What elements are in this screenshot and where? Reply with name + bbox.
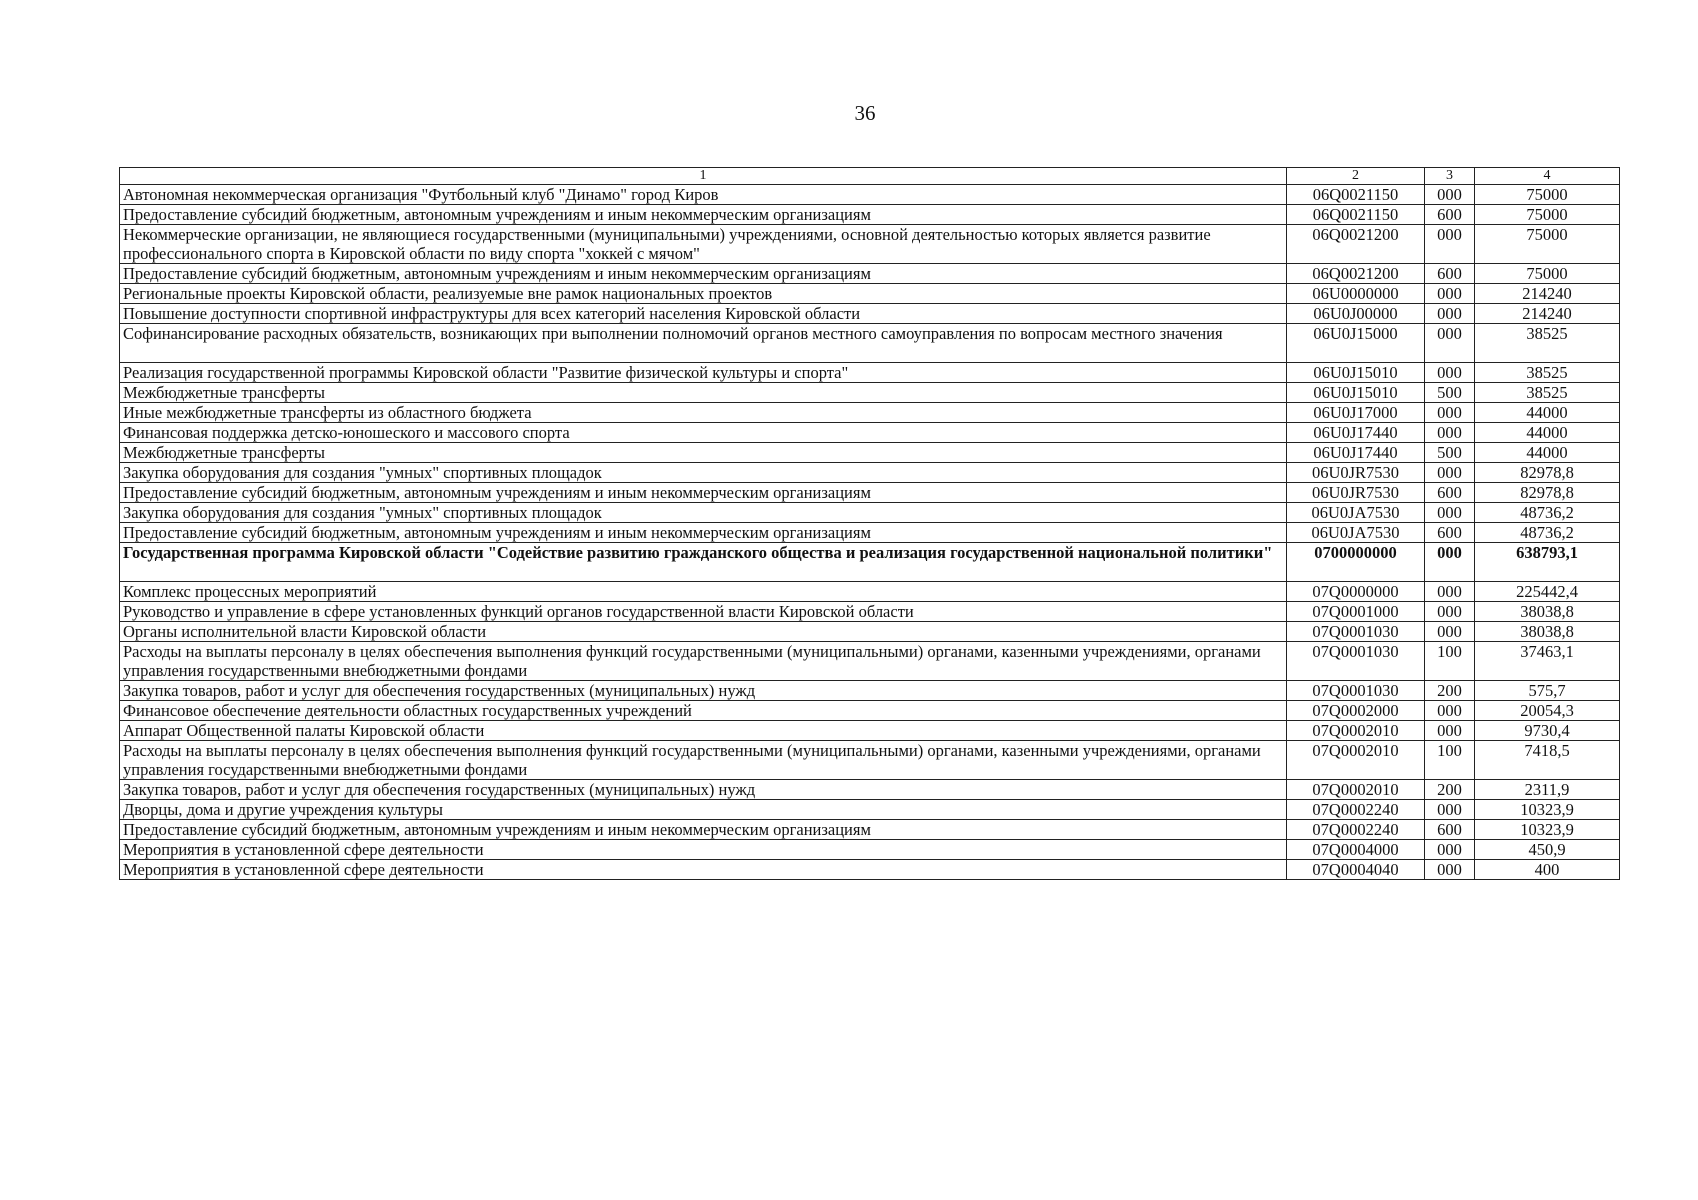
row-name-cell: Предоставление субсидий бюджетным, автономным учреждениям и иным некоммерческим организациям	[120, 820, 1287, 840]
row-code-cell: 06U0J17440	[1287, 443, 1425, 463]
row-type-cell: 000	[1425, 800, 1475, 820]
column-header-2: 2	[1287, 168, 1425, 185]
row-amount-cell: 38525	[1475, 363, 1620, 383]
row-amount-cell: 75000	[1475, 185, 1620, 205]
table-row	[120, 860, 1620, 880]
row-type-cell: 000	[1425, 185, 1475, 205]
row-name-cell: Предоставление субсидий бюджетным, автономным учреждениям и иным некоммерческим организациям	[120, 483, 1287, 503]
row-name-cell: Мероприятия в установленной сфере деятельности	[120, 860, 1287, 880]
table-row	[120, 701, 1620, 721]
row-code-cell: 06U0000000	[1287, 284, 1425, 304]
column-header-4: 4	[1475, 168, 1620, 185]
row-type-cell: 600	[1425, 523, 1475, 543]
row-type-cell: 000	[1425, 304, 1475, 324]
table-body	[120, 168, 1620, 880]
row-amount-cell: 400	[1475, 860, 1620, 880]
table-row	[120, 622, 1620, 642]
table-row	[120, 185, 1620, 205]
row-name-cell: Иные межбюджетные трансферты из областного бюджета	[120, 403, 1287, 423]
row-amount-cell: 48736,2	[1475, 523, 1620, 543]
row-name-cell: Государственная программа Кировской области "Содействие развитию гражданского общества и реализация государственной национальной политики"	[120, 543, 1287, 582]
row-type-cell: 600	[1425, 820, 1475, 840]
row-type-cell: 000	[1425, 423, 1475, 443]
row-amount-cell: 20054,3	[1475, 701, 1620, 721]
row-amount-cell: 214240	[1475, 284, 1620, 304]
row-name-cell: Финансовое обеспечение деятельности областных государственных учреждений	[120, 701, 1287, 721]
table-row	[120, 582, 1620, 602]
table-row	[120, 602, 1620, 622]
row-name-cell: Закупка товаров, работ и услуг для обеспечения государственных (муниципальных) нужд	[120, 780, 1287, 800]
row-type-cell: 100	[1425, 741, 1475, 780]
row-code-cell: 07Q0001000	[1287, 602, 1425, 622]
row-type-cell: 600	[1425, 205, 1475, 225]
table-row	[120, 543, 1620, 582]
row-name-cell: Расходы на выплаты персоналу в целях обеспечения выполнения функций государственными (муниципальными) органами, казенными учреждениями, органами управления государственными внебюджетными фондами	[120, 741, 1287, 780]
row-type-cell: 600	[1425, 264, 1475, 284]
row-name-cell: Межбюджетные трансферты	[120, 443, 1287, 463]
column-header-1: 1	[120, 168, 1287, 185]
row-code-cell: 07Q0002010	[1287, 721, 1425, 741]
table-row	[120, 820, 1620, 840]
table-row	[120, 225, 1620, 264]
row-code-cell: 06U0JA7530	[1287, 523, 1425, 543]
row-code-cell: 07Q0004000	[1287, 840, 1425, 860]
row-code-cell: 06U0J15000	[1287, 324, 1425, 363]
row-code-cell: 07Q0002010	[1287, 780, 1425, 800]
row-type-cell: 000	[1425, 602, 1475, 622]
row-code-cell: 07Q0000000	[1287, 582, 1425, 602]
row-code-cell: 06U0J17000	[1287, 403, 1425, 423]
row-name-cell: Предоставление субсидий бюджетным, автономным учреждениям и иным некоммерческим организациям	[120, 205, 1287, 225]
table-row	[120, 363, 1620, 383]
row-amount-cell: 2311,9	[1475, 780, 1620, 800]
row-amount-cell: 75000	[1475, 205, 1620, 225]
row-name-cell: Мероприятия в установленной сфере деятельности	[120, 840, 1287, 860]
row-code-cell: 07Q0002010	[1287, 741, 1425, 780]
row-amount-cell: 7418,5	[1475, 741, 1620, 780]
row-type-cell: 000	[1425, 503, 1475, 523]
row-code-cell: 06U0JA7530	[1287, 503, 1425, 523]
header-row	[120, 168, 1620, 185]
row-code-cell: 06U0J00000	[1287, 304, 1425, 324]
table-row	[120, 205, 1620, 225]
row-amount-cell: 10323,9	[1475, 820, 1620, 840]
row-code-cell: 06U0JR7530	[1287, 483, 1425, 503]
row-type-cell: 100	[1425, 642, 1475, 681]
table-row	[120, 483, 1620, 503]
row-type-cell: 000	[1425, 582, 1475, 602]
table-row	[120, 443, 1620, 463]
row-name-cell: Органы исполнительной власти Кировской области	[120, 622, 1287, 642]
table-row	[120, 523, 1620, 543]
row-name-cell: Региональные проекты Кировской области, реализуемые вне рамок национальных проектов	[120, 284, 1287, 304]
row-name-cell: Расходы на выплаты персоналу в целях обеспечения выполнения функций государственными (муниципальными) органами, казенными учреждениями, органами управления государственными внебюджетными фондами	[120, 642, 1287, 681]
row-name-cell: Реализация государственной программы Кировской области "Развитие физической культуры и спорта"	[120, 363, 1287, 383]
row-type-cell: 000	[1425, 463, 1475, 483]
row-amount-cell: 75000	[1475, 225, 1620, 264]
row-code-cell: 07Q0001030	[1287, 642, 1425, 681]
table-row	[120, 721, 1620, 741]
table-row	[120, 840, 1620, 860]
row-amount-cell: 38525	[1475, 383, 1620, 403]
row-name-cell: Автономная некоммерческая организация "Футбольный клуб "Динамо" город Киров	[120, 185, 1287, 205]
row-name-cell: Финансовая поддержка детско-юношеского и массового спорта	[120, 423, 1287, 443]
row-type-cell: 000	[1425, 622, 1475, 642]
row-type-cell: 000	[1425, 721, 1475, 741]
row-code-cell: 06Q0021200	[1287, 225, 1425, 264]
table-row	[120, 681, 1620, 701]
row-code-cell: 06Q0021200	[1287, 264, 1425, 284]
table-row	[120, 741, 1620, 780]
row-amount-cell: 75000	[1475, 264, 1620, 284]
row-name-cell: Закупка товаров, работ и услуг для обеспечения государственных (муниципальных) нужд	[120, 681, 1287, 701]
row-amount-cell: 82978,8	[1475, 483, 1620, 503]
table-row	[120, 780, 1620, 800]
row-name-cell: Закупка оборудования для создания "умных" спортивных площадок	[120, 463, 1287, 483]
row-type-cell: 000	[1425, 324, 1475, 363]
row-type-cell: 600	[1425, 483, 1475, 503]
row-name-cell: Руководство и управление в сфере установленных функций органов государственной власти Кировской области	[120, 602, 1287, 622]
table-row	[120, 284, 1620, 304]
row-type-cell: 500	[1425, 443, 1475, 463]
row-name-cell: Аппарат Общественной палаты Кировской области	[120, 721, 1287, 741]
row-code-cell: 06Q0021150	[1287, 185, 1425, 205]
row-name-cell: Софинансирование расходных обязательств, возникающих при выполнении полномочий органов местного самоуправления по вопросам местного значения	[120, 324, 1287, 363]
table-row	[120, 383, 1620, 403]
row-name-cell: Дворцы, дома и другие учреждения культуры	[120, 800, 1287, 820]
row-code-cell: 07Q0001030	[1287, 622, 1425, 642]
row-amount-cell: 48736,2	[1475, 503, 1620, 523]
row-name-cell: Закупка оборудования для создания "умных" спортивных площадок	[120, 503, 1287, 523]
row-amount-cell: 44000	[1475, 443, 1620, 463]
row-type-cell: 000	[1425, 403, 1475, 423]
table-row	[120, 463, 1620, 483]
row-type-cell: 000	[1425, 840, 1475, 860]
row-name-cell: Некоммерческие организации, не являющиеся государственными (муниципальными) учреждениями, основной деятельностью которых является развитие профессионального спорта в Кировской области по виду спорта "хоккей с мячом"	[120, 225, 1287, 264]
row-name-cell: Комплекс процессных мероприятий	[120, 582, 1287, 602]
row-code-cell: 0700000000	[1287, 543, 1425, 582]
table-row	[120, 800, 1620, 820]
row-amount-cell: 38038,8	[1475, 622, 1620, 642]
table-row	[120, 264, 1620, 284]
row-amount-cell: 9730,4	[1475, 721, 1620, 741]
row-type-cell: 000	[1425, 284, 1475, 304]
row-code-cell: 06U0J17440	[1287, 423, 1425, 443]
row-type-cell: 500	[1425, 383, 1475, 403]
row-amount-cell: 575,7	[1475, 681, 1620, 701]
row-amount-cell: 214240	[1475, 304, 1620, 324]
row-code-cell: 07Q0004040	[1287, 860, 1425, 880]
page-number: 36	[854, 101, 876, 125]
row-amount-cell: 638793,1	[1475, 543, 1620, 582]
row-code-cell: 07Q0002240	[1287, 800, 1425, 820]
row-amount-cell: 37463,1	[1475, 642, 1620, 681]
row-code-cell: 06Q0021150	[1287, 205, 1425, 225]
row-type-cell: 200	[1425, 681, 1475, 701]
row-code-cell: 06U0J15010	[1287, 363, 1425, 383]
row-amount-cell: 10323,9	[1475, 800, 1620, 820]
table-row	[120, 642, 1620, 681]
row-amount-cell: 82978,8	[1475, 463, 1620, 483]
row-name-cell: Межбюджетные трансферты	[120, 383, 1287, 403]
row-amount-cell: 44000	[1475, 423, 1620, 443]
row-name-cell: Предоставление субсидий бюджетным, автономным учреждениям и иным некоммерческим организациям	[120, 523, 1287, 543]
row-code-cell: 07Q0002240	[1287, 820, 1425, 840]
budget-table	[119, 167, 1620, 880]
row-name-cell: Повышение доступности спортивной инфраструктуры для всех категорий населения Кировской области	[120, 304, 1287, 324]
row-type-cell: 000	[1425, 701, 1475, 721]
row-type-cell: 000	[1425, 363, 1475, 383]
row-name-cell: Предоставление субсидий бюджетным, автономным учреждениям и иным некоммерческим организациям	[120, 264, 1287, 284]
row-code-cell: 06U0JR7530	[1287, 463, 1425, 483]
row-code-cell: 06U0J15010	[1287, 383, 1425, 403]
row-type-cell: 000	[1425, 225, 1475, 264]
table-row	[120, 503, 1620, 523]
row-amount-cell: 225442,4	[1475, 582, 1620, 602]
row-amount-cell: 38525	[1475, 324, 1620, 363]
row-type-cell: 200	[1425, 780, 1475, 800]
row-type-cell: 000	[1425, 543, 1475, 582]
row-amount-cell: 38038,8	[1475, 602, 1620, 622]
row-type-cell: 000	[1425, 860, 1475, 880]
table-row	[120, 304, 1620, 324]
table-row	[120, 423, 1620, 443]
row-amount-cell: 450,9	[1475, 840, 1620, 860]
table-row	[120, 403, 1620, 423]
row-amount-cell: 44000	[1475, 403, 1620, 423]
table-row	[120, 324, 1620, 363]
row-code-cell: 07Q0002000	[1287, 701, 1425, 721]
row-code-cell: 07Q0001030	[1287, 681, 1425, 701]
column-header-3: 3	[1425, 168, 1475, 185]
